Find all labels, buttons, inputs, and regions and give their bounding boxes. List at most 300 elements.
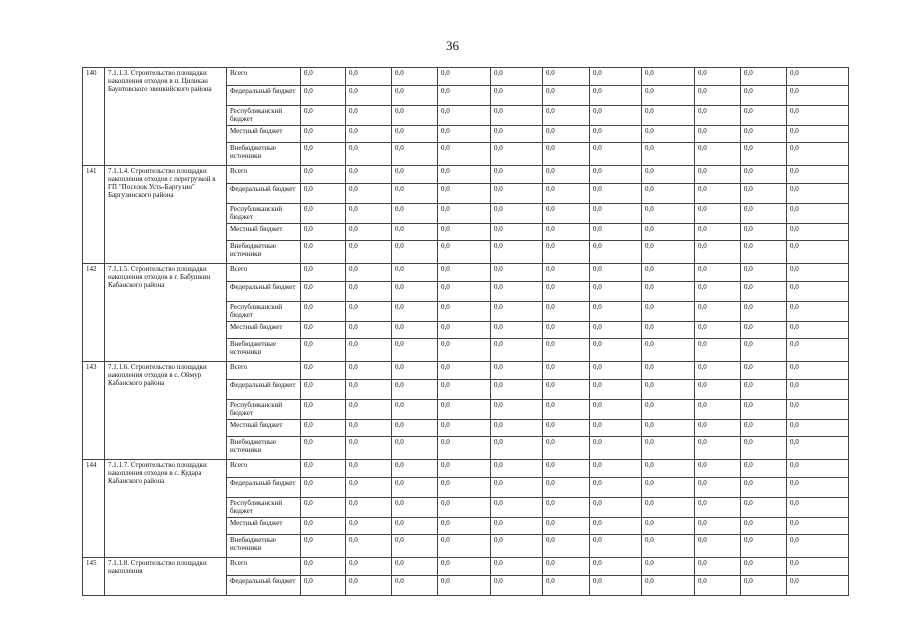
amount-cell: 0,0 [438,322,491,339]
amount-cell: 0,0 [491,166,543,184]
amount-cell: 0,0 [695,460,741,478]
amount-cell: 0,0 [741,204,787,224]
amount-cell: 0,0 [787,241,849,264]
amount-cell: 0,0 [741,437,787,460]
amount-cell: 0,0 [543,86,590,106]
amount-cell: 0,0 [346,518,392,535]
amount-cell: 0,0 [346,143,392,166]
amount-cell: 0,0 [741,302,787,322]
amount-cell: 0,0 [695,478,741,498]
amount-cell: 0,0 [590,302,642,322]
amount-cell: 0,0 [590,126,642,143]
amount-cell: 0,0 [543,322,590,339]
amount-cell: 0,0 [301,339,346,362]
amount-cell: 0,0 [438,143,491,166]
amount-cell: 0,0 [590,437,642,460]
amount-cell: 0,0 [787,380,849,400]
amount-cell: 0,0 [346,498,392,518]
amount-cell: 0,0 [543,241,590,264]
amount-cell: 0,0 [695,126,741,143]
amount-cell: 0,0 [491,498,543,518]
amount-cell: 0,0 [438,380,491,400]
amount-cell: 0,0 [438,204,491,224]
amount-cell: 0,0 [346,380,392,400]
amount-cell: 0,0 [787,166,849,184]
amount-cell: 0,0 [392,68,438,86]
amount-cell: 0,0 [543,420,590,437]
amount-cell: 0,0 [491,518,543,535]
amount-cell: 0,0 [301,143,346,166]
funding-source: Местный бюджет [227,420,301,437]
amount-cell: 0,0 [642,362,695,380]
amount-cell: 0,0 [787,478,849,498]
funding-source: Федеральный бюджет [227,478,301,498]
amount-cell: 0,0 [543,143,590,166]
amount-cell: 0,0 [695,498,741,518]
row-number: 145 [83,558,105,596]
amount-cell: 0,0 [590,166,642,184]
amount-cell: 0,0 [590,184,642,204]
amount-cell: 0,0 [741,166,787,184]
amount-cell: 0,0 [346,322,392,339]
measure-name: 7.1.1.7. Строительство площадки накопления отходов в с. Кудара Кабанского района [105,460,227,558]
amount-cell: 0,0 [741,241,787,264]
amount-cell: 0,0 [301,400,346,420]
amount-cell: 0,0 [695,143,741,166]
amount-cell: 0,0 [695,380,741,400]
amount-cell: 0,0 [590,322,642,339]
amount-cell: 0,0 [392,126,438,143]
amount-cell: 0,0 [438,478,491,498]
amount-cell: 0,0 [787,362,849,380]
amount-cell: 0,0 [392,282,438,302]
funding-source: Всего [227,362,301,380]
amount-cell: 0,0 [392,518,438,535]
amount-cell: 0,0 [787,282,849,302]
amount-cell: 0,0 [392,166,438,184]
amount-cell: 0,0 [695,224,741,241]
table-row [83,264,849,282]
amount-cell: 0,0 [741,478,787,498]
amount-cell: 0,0 [438,264,491,282]
amount-cell: 0,0 [741,224,787,241]
amount-cell: 0,0 [695,322,741,339]
funding-source: Внебюджетные источники [227,437,301,460]
amount-cell: 0,0 [491,460,543,478]
amount-cell: 0,0 [491,204,543,224]
amount-cell: 0,0 [590,400,642,420]
amount-cell: 0,0 [491,224,543,241]
amount-cell: 0,0 [543,478,590,498]
amount-cell: 0,0 [695,362,741,380]
funding-source: Федеральный бюджет [227,184,301,204]
amount-cell: 0,0 [590,535,642,558]
amount-cell: 0,0 [642,498,695,518]
amount-cell: 0,0 [491,282,543,302]
amount-cell: 0,0 [695,420,741,437]
amount-cell: 0,0 [543,282,590,302]
amount-cell: 0,0 [438,518,491,535]
amount-cell: 0,0 [301,282,346,302]
amount-cell: 0,0 [741,400,787,420]
amount-cell: 0,0 [301,204,346,224]
amount-cell: 0,0 [392,339,438,362]
amount-cell: 0,0 [346,362,392,380]
amount-cell: 0,0 [642,437,695,460]
row-number: 144 [83,460,105,558]
amount-cell: 0,0 [491,478,543,498]
amount-cell: 0,0 [741,518,787,535]
amount-cell: 0,0 [543,126,590,143]
amount-cell: 0,0 [543,184,590,204]
amount-cell: 0,0 [787,264,849,282]
amount-cell: 0,0 [695,68,741,86]
amount-cell: 0,0 [301,576,346,596]
amount-cell: 0,0 [346,166,392,184]
amount-cell: 0,0 [543,460,590,478]
amount-cell: 0,0 [741,498,787,518]
amount-cell: 0,0 [741,322,787,339]
amount-cell: 0,0 [787,420,849,437]
amount-cell: 0,0 [695,535,741,558]
amount-cell: 0,0 [301,518,346,535]
amount-cell: 0,0 [491,143,543,166]
amount-cell: 0,0 [642,460,695,478]
amount-cell: 0,0 [301,362,346,380]
amount-cell: 0,0 [590,518,642,535]
amount-cell: 0,0 [741,339,787,362]
amount-cell: 0,0 [301,86,346,106]
amount-cell: 0,0 [787,106,849,126]
amount-cell: 0,0 [590,68,642,86]
row-number: 142 [83,264,105,362]
measure-name: 7.1.1.4. Строительство площадки накопления отходов с перегрузкой в ГП "Поселок Усть-Баргузин" Баргузинского района [105,166,227,264]
amount-cell: 0,0 [787,535,849,558]
amount-cell: 0,0 [543,518,590,535]
amount-cell: 0,0 [491,302,543,322]
amount-cell: 0,0 [301,420,346,437]
amount-cell: 0,0 [392,106,438,126]
amount-cell: 0,0 [346,282,392,302]
amount-cell: 0,0 [787,518,849,535]
amount-cell: 0,0 [438,400,491,420]
amount-cell: 0,0 [491,68,543,86]
amount-cell: 0,0 [438,106,491,126]
amount-cell: 0,0 [346,576,392,596]
amount-cell: 0,0 [787,143,849,166]
amount-cell: 0,0 [741,362,787,380]
amount-cell: 0,0 [642,126,695,143]
amount-cell: 0,0 [590,241,642,264]
amount-cell: 0,0 [695,400,741,420]
amount-cell: 0,0 [741,576,787,596]
funding-source: Республиканский бюджет [227,498,301,518]
amount-cell: 0,0 [590,478,642,498]
amount-cell: 0,0 [346,106,392,126]
funding-source: Местный бюджет [227,224,301,241]
amount-cell: 0,0 [590,204,642,224]
amount-cell: 0,0 [590,498,642,518]
measure-name: 7.1.1.3. Строительство площадки накопления отходов в п. Циликан Баунтовского эвенкийского района [105,68,227,166]
amount-cell: 0,0 [491,420,543,437]
amount-cell: 0,0 [438,86,491,106]
table-row [83,68,849,86]
amount-cell: 0,0 [642,400,695,420]
amount-cell: 0,0 [491,535,543,558]
amount-cell: 0,0 [590,86,642,106]
funding-source: Республиканский бюджет [227,106,301,126]
amount-cell: 0,0 [491,322,543,339]
table-row [83,460,849,478]
amount-cell: 0,0 [543,166,590,184]
amount-cell: 0,0 [642,204,695,224]
amount-cell: 0,0 [392,86,438,106]
amount-cell: 0,0 [346,264,392,282]
amount-cell: 0,0 [741,184,787,204]
amount-cell: 0,0 [346,535,392,558]
amount-cell: 0,0 [543,68,590,86]
amount-cell: 0,0 [741,68,787,86]
amount-cell: 0,0 [590,362,642,380]
amount-cell: 0,0 [695,184,741,204]
amount-cell: 0,0 [642,339,695,362]
amount-cell: 0,0 [438,126,491,143]
amount-cell: 0,0 [392,224,438,241]
amount-cell: 0,0 [346,224,392,241]
amount-cell: 0,0 [392,478,438,498]
amount-cell: 0,0 [301,106,346,126]
amount-cell: 0,0 [346,478,392,498]
amount-cell: 0,0 [491,126,543,143]
funding-source: Всего [227,558,301,576]
amount-cell: 0,0 [346,558,392,576]
amount-cell: 0,0 [787,68,849,86]
amount-cell: 0,0 [787,339,849,362]
amount-cell: 0,0 [392,498,438,518]
amount-cell: 0,0 [642,535,695,558]
amount-cell: 0,0 [695,264,741,282]
amount-cell: 0,0 [346,68,392,86]
funding-source: Республиканский бюджет [227,302,301,322]
amount-cell: 0,0 [392,302,438,322]
funding-source: Всего [227,264,301,282]
amount-cell: 0,0 [301,126,346,143]
amount-cell: 0,0 [787,400,849,420]
amount-cell: 0,0 [642,558,695,576]
amount-cell: 0,0 [301,224,346,241]
amount-cell: 0,0 [787,498,849,518]
funding-source: Всего [227,68,301,86]
amount-cell: 0,0 [695,339,741,362]
amount-cell: 0,0 [543,400,590,420]
amount-cell: 0,0 [695,558,741,576]
amount-cell: 0,0 [392,437,438,460]
measure-name: 7.1.1.8. Строительство площадки накопления [105,558,227,596]
amount-cell: 0,0 [346,302,392,322]
amount-cell: 0,0 [491,241,543,264]
amount-cell: 0,0 [438,68,491,86]
amount-cell: 0,0 [491,380,543,400]
amount-cell: 0,0 [346,126,392,143]
amount-cell: 0,0 [543,224,590,241]
amount-cell: 0,0 [642,380,695,400]
amount-cell: 0,0 [543,362,590,380]
amount-cell: 0,0 [590,576,642,596]
amount-cell: 0,0 [301,558,346,576]
amount-cell: 0,0 [642,241,695,264]
amount-cell: 0,0 [438,576,491,596]
amount-cell: 0,0 [491,184,543,204]
amount-cell: 0,0 [741,282,787,302]
table-row [83,558,849,576]
amount-cell: 0,0 [787,322,849,339]
amount-cell: 0,0 [301,241,346,264]
amount-cell: 0,0 [642,420,695,437]
amount-cell: 0,0 [491,437,543,460]
amount-cell: 0,0 [346,204,392,224]
page-number: 36 [446,38,459,53]
amount-cell: 0,0 [590,282,642,302]
amount-cell: 0,0 [741,535,787,558]
funding-source: Федеральный бюджет [227,86,301,106]
measure-name: 7.1.1.6. Строительство площадки накопления отходов в с. Оймур Кабанского района [105,362,227,460]
row-number: 140 [83,68,105,166]
amount-cell: 0,0 [392,241,438,264]
amount-cell: 0,0 [642,166,695,184]
amount-cell: 0,0 [543,106,590,126]
funding-table [82,67,849,596]
amount-cell: 0,0 [392,576,438,596]
amount-cell: 0,0 [787,576,849,596]
amount-cell: 0,0 [642,184,695,204]
row-number: 143 [83,362,105,460]
amount-cell: 0,0 [543,498,590,518]
table-row [83,166,849,184]
amount-cell: 0,0 [392,380,438,400]
funding-source: Местный бюджет [227,322,301,339]
amount-cell: 0,0 [438,420,491,437]
amount-cell: 0,0 [438,184,491,204]
table-row [83,362,849,380]
amount-cell: 0,0 [787,184,849,204]
amount-cell: 0,0 [438,241,491,264]
amount-cell: 0,0 [301,460,346,478]
amount-cell: 0,0 [642,576,695,596]
funding-source: Внебюджетные источники [227,339,301,362]
amount-cell: 0,0 [543,380,590,400]
amount-cell: 0,0 [301,322,346,339]
amount-cell: 0,0 [301,184,346,204]
amount-cell: 0,0 [438,498,491,518]
amount-cell: 0,0 [787,126,849,143]
amount-cell: 0,0 [590,106,642,126]
amount-cell: 0,0 [301,380,346,400]
amount-cell: 0,0 [787,437,849,460]
amount-cell: 0,0 [301,498,346,518]
amount-cell: 0,0 [301,264,346,282]
amount-cell: 0,0 [392,460,438,478]
amount-cell: 0,0 [543,204,590,224]
amount-cell: 0,0 [392,558,438,576]
amount-cell: 0,0 [642,86,695,106]
amount-cell: 0,0 [543,558,590,576]
funding-source: Всего [227,166,301,184]
amount-cell: 0,0 [392,362,438,380]
amount-cell: 0,0 [787,224,849,241]
amount-cell: 0,0 [438,224,491,241]
amount-cell: 0,0 [543,576,590,596]
amount-cell: 0,0 [642,143,695,166]
amount-cell: 0,0 [741,86,787,106]
funding-source: Федеральный бюджет [227,576,301,596]
amount-cell: 0,0 [543,339,590,362]
amount-cell: 0,0 [346,184,392,204]
amount-cell: 0,0 [491,558,543,576]
funding-source: Внебюджетные источники [227,241,301,264]
funding-source: Местный бюджет [227,518,301,535]
amount-cell: 0,0 [741,264,787,282]
amount-cell: 0,0 [491,86,543,106]
amount-cell: 0,0 [392,535,438,558]
amount-cell: 0,0 [301,166,346,184]
amount-cell: 0,0 [787,302,849,322]
amount-cell: 0,0 [787,460,849,478]
measure-name: 7.1.1.5. Строительство площадки накопления отходов в г. Бабушкин Кабанского района [105,264,227,362]
amount-cell: 0,0 [695,282,741,302]
amount-cell: 0,0 [301,478,346,498]
amount-cell: 0,0 [301,302,346,322]
amount-cell: 0,0 [392,400,438,420]
amount-cell: 0,0 [695,241,741,264]
amount-cell: 0,0 [301,68,346,86]
funding-source: Республиканский бюджет [227,204,301,224]
amount-cell: 0,0 [346,339,392,362]
amount-cell: 0,0 [642,224,695,241]
amount-cell: 0,0 [741,460,787,478]
funding-source: Федеральный бюджет [227,282,301,302]
amount-cell: 0,0 [741,106,787,126]
amount-cell: 0,0 [438,460,491,478]
amount-cell: 0,0 [590,224,642,241]
amount-cell: 0,0 [590,339,642,362]
amount-cell: 0,0 [438,437,491,460]
amount-cell: 0,0 [438,302,491,322]
amount-cell: 0,0 [543,264,590,282]
amount-cell: 0,0 [346,400,392,420]
funding-source: Местный бюджет [227,126,301,143]
amount-cell: 0,0 [695,204,741,224]
amount-cell: 0,0 [695,302,741,322]
amount-cell: 0,0 [346,437,392,460]
amount-cell: 0,0 [392,204,438,224]
amount-cell: 0,0 [590,460,642,478]
funding-source: Республиканский бюджет [227,400,301,420]
amount-cell: 0,0 [642,264,695,282]
amount-cell: 0,0 [590,558,642,576]
amount-cell: 0,0 [590,380,642,400]
amount-cell: 0,0 [695,86,741,106]
amount-cell: 0,0 [346,460,392,478]
amount-cell: 0,0 [741,558,787,576]
amount-cell: 0,0 [438,362,491,380]
amount-cell: 0,0 [695,576,741,596]
amount-cell: 0,0 [301,535,346,558]
amount-cell: 0,0 [346,420,392,437]
amount-cell: 0,0 [787,558,849,576]
amount-cell: 0,0 [741,380,787,400]
amount-cell: 0,0 [301,437,346,460]
amount-cell: 0,0 [346,86,392,106]
